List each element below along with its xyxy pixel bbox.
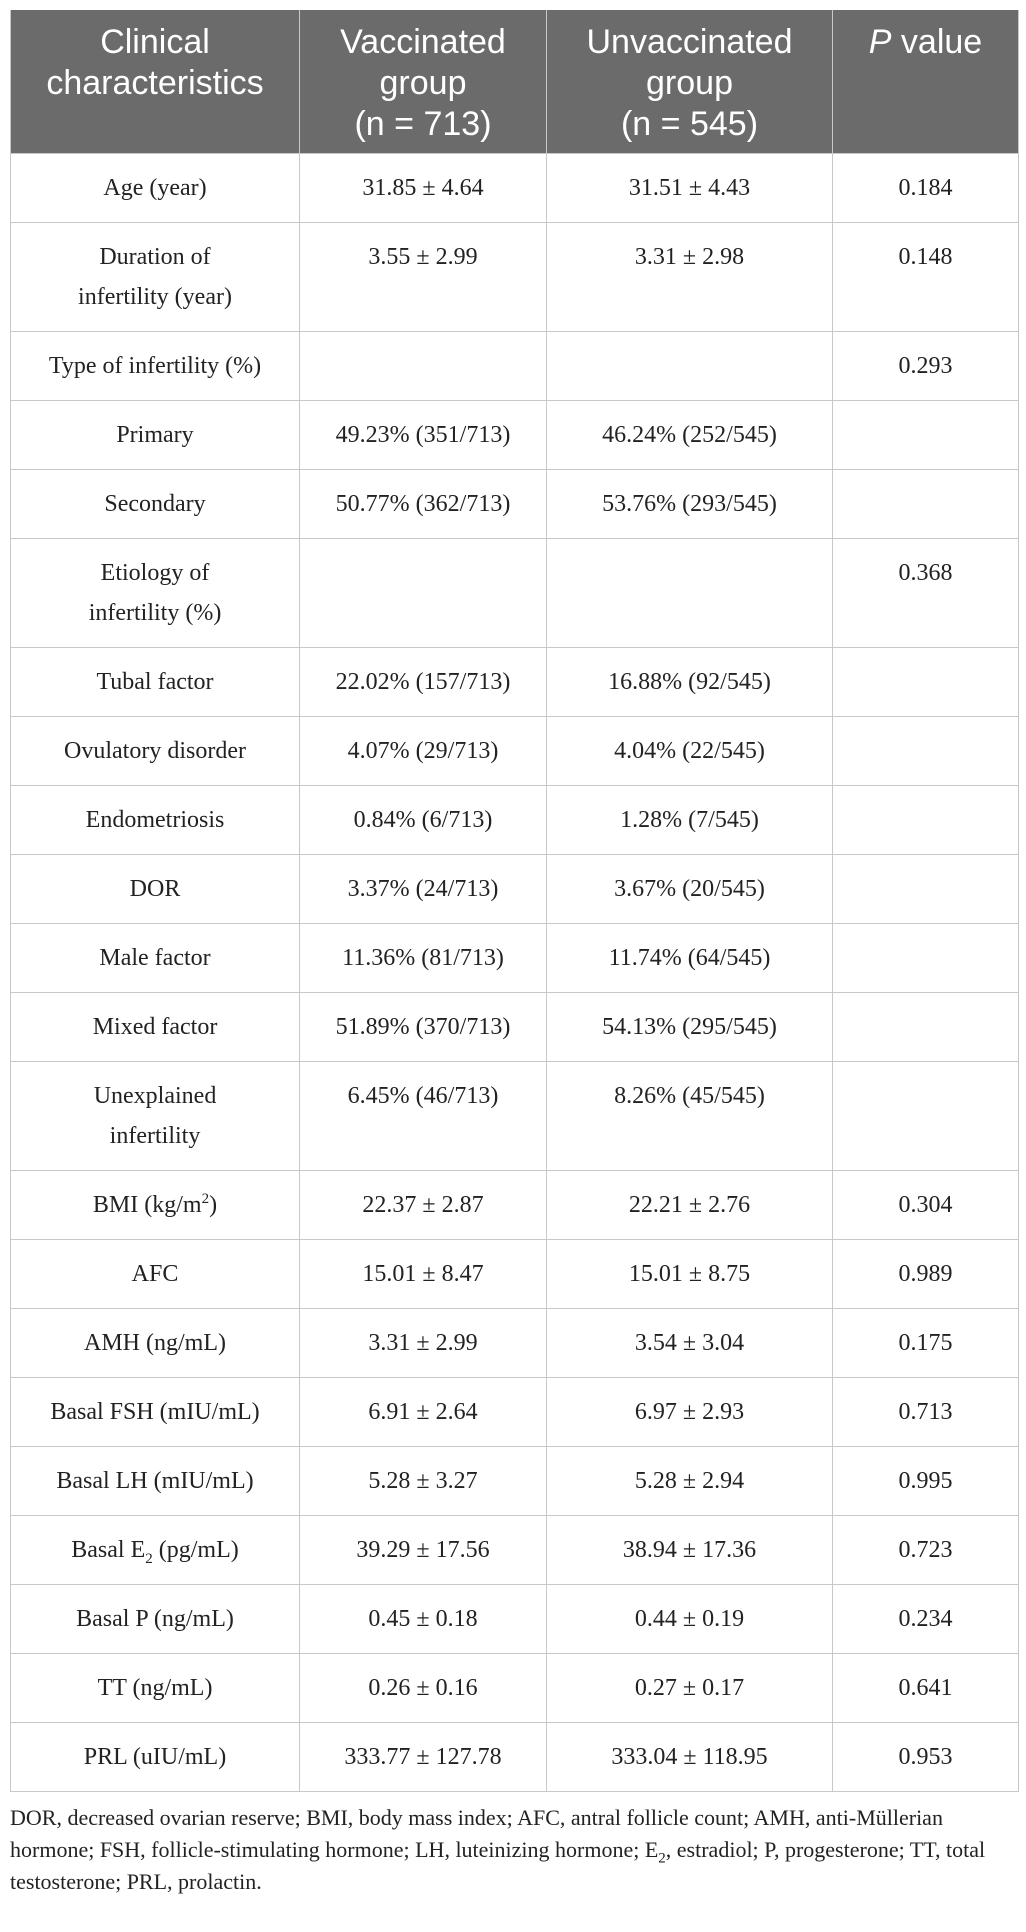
table-row (11, 992, 1019, 1061)
unvaccinated-value: 11.74% (64/545) (547, 923, 833, 992)
p-value: 0.995 (833, 1446, 1019, 1515)
row-label: Age (year) (11, 153, 300, 222)
p-value (833, 1061, 1019, 1170)
unvaccinated-value: 4.04% (22/545) (547, 716, 833, 785)
clinical-characteristics-table (10, 10, 1019, 1792)
unvaccinated-value: 53.76% (293/545) (547, 469, 833, 538)
unvaccinated-value: 0.27 ± 0.17 (547, 1653, 833, 1722)
table-row (11, 153, 1019, 222)
vaccinated-value: 3.31 ± 2.99 (300, 1308, 547, 1377)
row-label: PRL (uIU/mL) (11, 1722, 300, 1791)
row-label: AMH (ng/mL) (11, 1308, 300, 1377)
table-row (11, 1653, 1019, 1722)
unvaccinated-value: 31.51 ± 4.43 (547, 153, 833, 222)
p-value (833, 647, 1019, 716)
header-clinical-characteristics: Clinical characteristics (11, 10, 300, 153)
unvaccinated-value: 3.31 ± 2.98 (547, 222, 833, 331)
vaccinated-value: 51.89% (370/713) (300, 992, 547, 1061)
p-value: 0.989 (833, 1239, 1019, 1308)
header-vaccinated-group: Vaccinated group (n = 713) (300, 10, 547, 153)
vaccinated-value (300, 538, 547, 647)
row-label: Primary (11, 400, 300, 469)
row-label: Mixed factor (11, 992, 300, 1061)
p-value: 0.723 (833, 1515, 1019, 1584)
p-value: 0.234 (833, 1584, 1019, 1653)
p-value: 0.304 (833, 1170, 1019, 1239)
row-label: AFC (11, 1239, 300, 1308)
row-label: Tubal factor (11, 647, 300, 716)
unvaccinated-value: 8.26% (45/545) (547, 1061, 833, 1170)
unvaccinated-value: 5.28 ± 2.94 (547, 1446, 833, 1515)
table-row (11, 400, 1019, 469)
table-row (11, 538, 1019, 647)
vaccinated-value: 4.07% (29/713) (300, 716, 547, 785)
row-label: Secondary (11, 469, 300, 538)
table-footnote: DOR, decreased ovarian reserve; BMI, body mass index; AFC, antral follicle count; AMH, anti-Müllerian hormone; FSH, follicle-stimulating hormone; LH, luteinizing hormone; $E_2$, estradiol; P, progesterone; TT, total testosterone; PRL, prolactin. (10, 1804, 986, 1894)
p-value: 0.713 (833, 1377, 1019, 1446)
unvaccinated-value: 22.21 ± 2.76 (547, 1170, 833, 1239)
header-p-value: P value (833, 10, 1019, 153)
row-label: Basal P (ng/mL) (11, 1584, 300, 1653)
header-unvaccinated-group: Unvaccinated group (n = 545) (547, 10, 833, 153)
table-row (11, 469, 1019, 538)
table-row (11, 1061, 1019, 1170)
row-label: Unexplained infertility (11, 1061, 300, 1170)
row-label: Male factor (11, 923, 300, 992)
vaccinated-value: 0.26 ± 0.16 (300, 1653, 547, 1722)
unvaccinated-value (547, 331, 833, 400)
row-label: Etiology of infertility (%) (11, 538, 300, 647)
table-row (11, 1170, 1019, 1239)
row-label: Basal FSH (mIU/mL) (11, 1377, 300, 1446)
vaccinated-value: 0.45 ± 0.18 (300, 1584, 547, 1653)
p-value (833, 992, 1019, 1061)
table-row (11, 1308, 1019, 1377)
table-row (11, 854, 1019, 923)
p-value: 0.293 (833, 331, 1019, 400)
vaccinated-value: 22.37 ± 2.87 (300, 1170, 547, 1239)
p-value: 0.368 (833, 538, 1019, 647)
vaccinated-value: 22.02% (157/713) (300, 647, 547, 716)
row-label: Type of infertility (%) (11, 331, 300, 400)
p-value: 0.148 (833, 222, 1019, 331)
row-label: Basal $E_2$ (pg/mL) (11, 1515, 300, 1584)
p-value (833, 716, 1019, 785)
vaccinated-value (300, 331, 547, 400)
table-row (11, 1377, 1019, 1446)
unvaccinated-value: 333.04 ± 118.95 (547, 1722, 833, 1791)
vaccinated-value: 333.77 ± 127.78 (300, 1722, 547, 1791)
row-label: Duration of infertility (year) (11, 222, 300, 331)
p-value (833, 854, 1019, 923)
p-value: 0.184 (833, 153, 1019, 222)
p-value (833, 469, 1019, 538)
table-header-row (11, 10, 1019, 153)
vaccinated-value: 0.84% (6/713) (300, 785, 547, 854)
table-row (11, 1446, 1019, 1515)
vaccinated-value: 3.55 ± 2.99 (300, 222, 547, 331)
vaccinated-value: 11.36% (81/713) (300, 923, 547, 992)
unvaccinated-value: 3.54 ± 3.04 (547, 1308, 833, 1377)
row-label: Ovulatory disorder (11, 716, 300, 785)
unvaccinated-value (547, 538, 833, 647)
table-container (10, 10, 1018, 1898)
row-label: Basal LH (mIU/mL) (11, 1446, 300, 1515)
table-row (11, 647, 1019, 716)
table-row (11, 716, 1019, 785)
unvaccinated-value: 16.88% (92/545) (547, 647, 833, 716)
p-value (833, 923, 1019, 992)
unvaccinated-value: 3.67% (20/545) (547, 854, 833, 923)
row-label: Endometriosis (11, 785, 300, 854)
vaccinated-value: 31.85 ± 4.64 (300, 153, 547, 222)
vaccinated-value: 15.01 ± 8.47 (300, 1239, 547, 1308)
vaccinated-value: 6.45% (46/713) (300, 1061, 547, 1170)
vaccinated-value: 50.77% (362/713) (300, 469, 547, 538)
vaccinated-value: 6.91 ± 2.64 (300, 1377, 547, 1446)
unvaccinated-value: 15.01 ± 8.75 (547, 1239, 833, 1308)
table-row (11, 1515, 1019, 1584)
vaccinated-value: 5.28 ± 3.27 (300, 1446, 547, 1515)
unvaccinated-value: 1.28% (7/545) (547, 785, 833, 854)
table-row (11, 1722, 1019, 1791)
table-row (11, 222, 1019, 331)
p-value: 0.953 (833, 1722, 1019, 1791)
unvaccinated-value: 6.97 ± 2.93 (547, 1377, 833, 1446)
unvaccinated-value: 38.94 ± 17.36 (547, 1515, 833, 1584)
row-label: DOR (11, 854, 300, 923)
p-value: 0.175 (833, 1308, 1019, 1377)
p-value (833, 400, 1019, 469)
vaccinated-value: 39.29 ± 17.56 (300, 1515, 547, 1584)
row-label: TT (ng/mL) (11, 1653, 300, 1722)
unvaccinated-value: 46.24% (252/545) (547, 400, 833, 469)
row-label: BMI $(kg/m^2)$ (11, 1170, 300, 1239)
table-row (11, 785, 1019, 854)
p-value (833, 785, 1019, 854)
unvaccinated-value: 0.44 ± 0.19 (547, 1584, 833, 1653)
vaccinated-value: 49.23% (351/713) (300, 400, 547, 469)
unvaccinated-value: 54.13% (295/545) (547, 992, 833, 1061)
table-row (11, 1584, 1019, 1653)
table-row (11, 1239, 1019, 1308)
table-row (11, 331, 1019, 400)
p-value: 0.641 (833, 1653, 1019, 1722)
vaccinated-value: 3.37% (24/713) (300, 854, 547, 923)
table-row (11, 923, 1019, 992)
